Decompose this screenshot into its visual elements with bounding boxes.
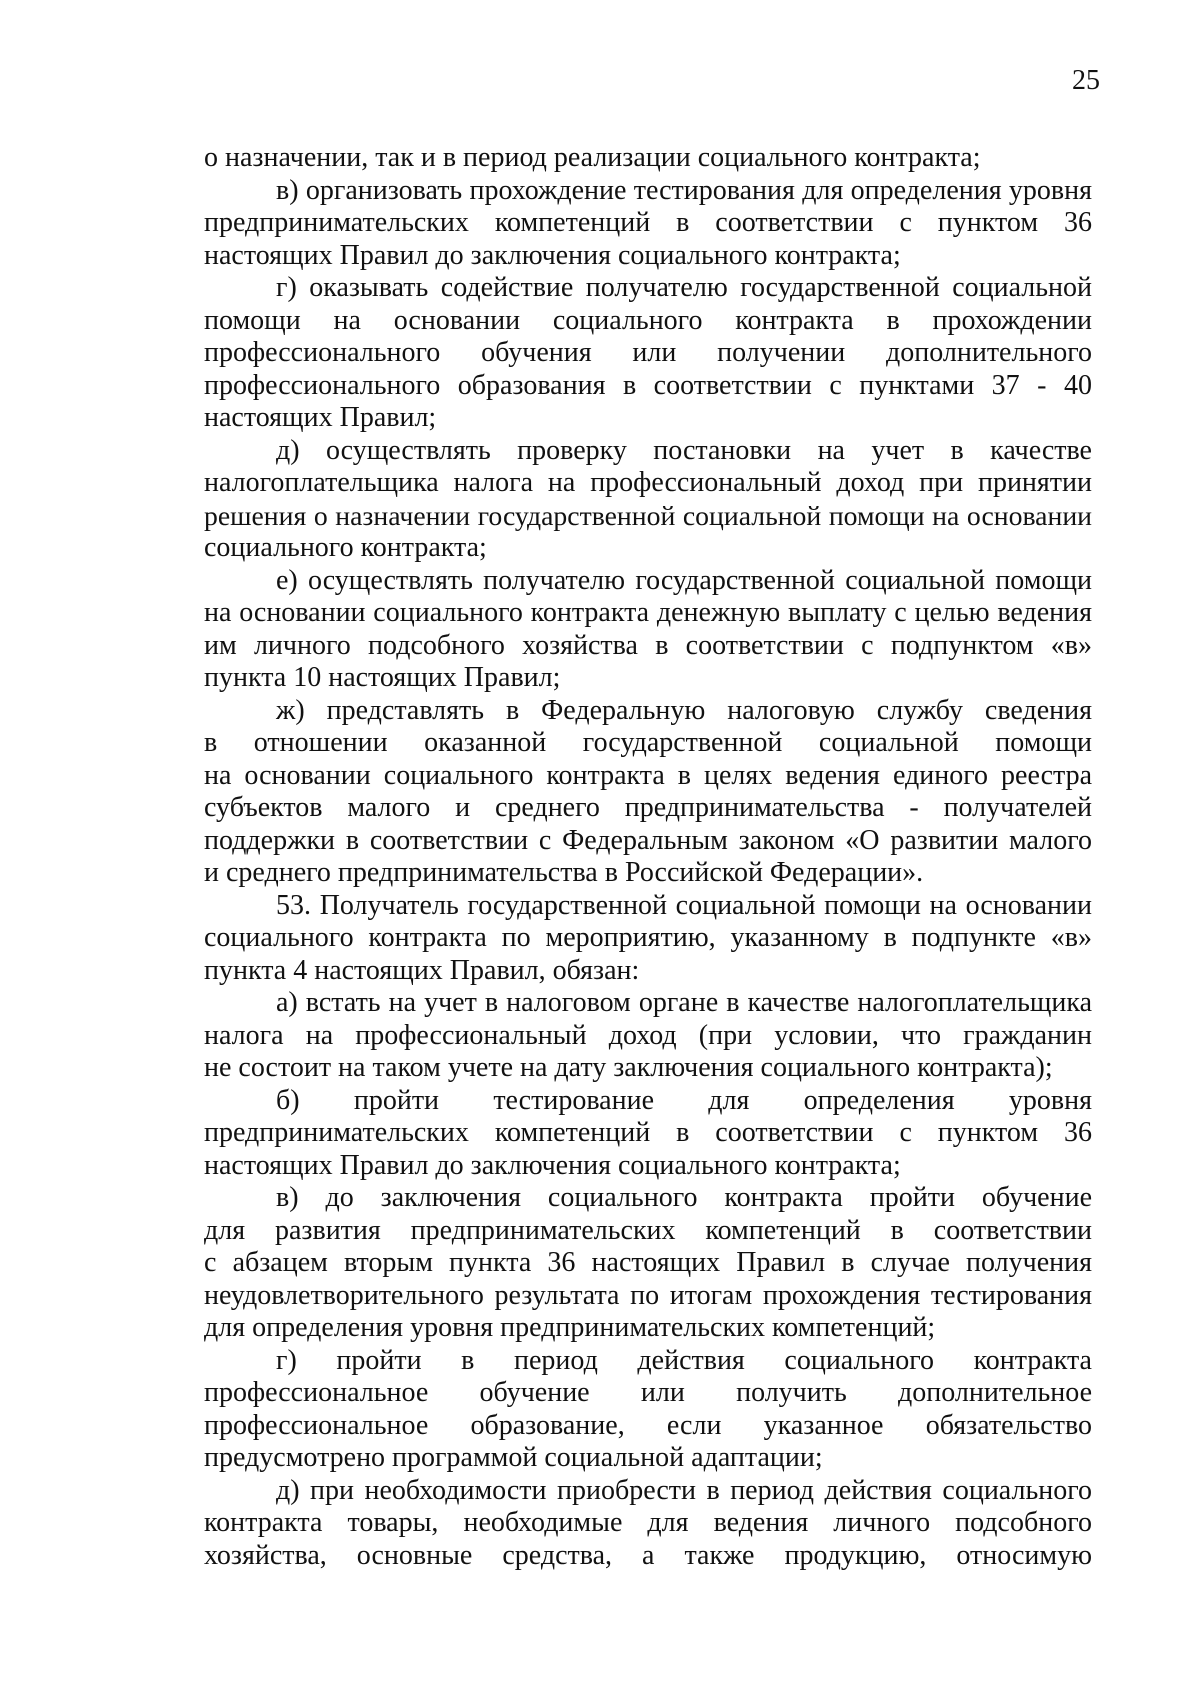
text-line: профессионального образования в соответствии с пунктами 37 - 40 xyxy=(204,369,1092,401)
text-line: настоящих Правил до заключения социального контракта; xyxy=(204,1149,901,1181)
text-line: неудовлетворительного результата по итогам прохождения тестирования xyxy=(204,1279,1092,1311)
text-line: на основании социального контракта денежную выплату с целью ведения xyxy=(204,597,1092,628)
text-line: на основании социального контракта в целях ведения единого реестра xyxy=(204,759,1092,791)
text-line: пункта 4 настоящих Правил, обязан: xyxy=(204,954,640,986)
text-line: профессиональное обучение или получить дополнительное xyxy=(204,1377,1092,1408)
text-line: е) осуществлять получателю государственной социальной помощи xyxy=(276,564,1092,596)
text-line: предпринимательских компетенций в соответствии с пунктом 36 xyxy=(204,1117,1092,1148)
text-line: им личного подсобного хозяйства в соответствии с подпунктом «в» xyxy=(204,629,1092,661)
text-line: предусмотрено программой социальной адаптации; xyxy=(204,1442,823,1473)
text-line: настоящих Правил; xyxy=(204,402,437,433)
text-line: предпринимательских компетенций в соответствии с пунктом 36 xyxy=(204,207,1092,238)
text-line: субъектов малого и среднего предпринимательства - получателей xyxy=(204,792,1092,823)
text-line: в) до заключения социального контракта пройти обучение xyxy=(276,1182,1092,1213)
text-line: помощи на основании социального контракта в прохождении xyxy=(204,304,1092,336)
text-line: хозяйства, основные средства, а также продукцию, относимую xyxy=(204,1539,1092,1571)
text-line: социального контракта по мероприятию, указанному в подпункте «в» xyxy=(204,922,1092,953)
text-line: пункта 10 настоящих Правил; xyxy=(204,662,561,693)
text-line: 53. Получатель государственной социальной помощи на основании xyxy=(276,889,1092,921)
text-line: контракта товары, необходимые для ведения личного подсобного xyxy=(204,1507,1092,1538)
text-line: ж) представлять в Федеральную налоговую службу сведения xyxy=(276,694,1092,726)
text-line: и среднего предпринимательства в Российской Федерации». xyxy=(204,857,924,888)
text-line: г) оказывать содействие получателю государственной социальной xyxy=(276,272,1092,303)
text-line: налога на профессиональный доход (при условии, что гражданин xyxy=(204,1019,1092,1051)
text-line: настоящих Правил до заключения социального контракта; xyxy=(204,239,901,271)
text-line: профессиональное образование, если указанное обязательство xyxy=(204,1409,1092,1441)
text-line: б) пройти тестирование для определения уровня xyxy=(276,1084,1092,1116)
text-line: для развития предпринимательских компетенций в соответствии xyxy=(204,1214,1092,1246)
text-line: поддержки в соответствии с Федеральным законом «О развитии малого xyxy=(204,824,1092,856)
text-line: о назначении, так и в период реализации социального контракта; xyxy=(204,142,981,173)
text-line: решения о назначении государственной социальной помощи на основании xyxy=(204,499,1092,531)
text-line: не состоит на таком учете на дату заключения социального контракта); xyxy=(204,1052,1053,1083)
text-line: профессионального обучения или получении дополнительного xyxy=(204,337,1092,368)
text-line: социального контракта; xyxy=(204,532,487,563)
text-line: в отношении оказанной государственной социальной помощи xyxy=(204,727,1092,758)
text-line: г) пройти в период действия социального контракта xyxy=(276,1344,1092,1376)
text-line: для определения уровня предпринимательских компетенций; xyxy=(204,1312,936,1343)
text-line: а) встать на учет в налоговом органе в качестве налогоплательщика xyxy=(276,987,1092,1018)
text-line: налогоплательщика налога на профессиональный доход при принятии xyxy=(204,467,1092,498)
text-line: д) при необходимости приобрести в период действия социального xyxy=(276,1474,1092,1506)
document-body xyxy=(204,142,1092,1572)
text-line: д) осуществлять проверку постановки на учет в качестве xyxy=(276,434,1092,466)
text-line: с абзацем вторым пункта 36 настоящих Правил в случае получения xyxy=(204,1247,1092,1278)
text-line: в) организовать прохождение тестирования для определения уровня xyxy=(276,174,1092,206)
page-number: 25 xyxy=(1072,65,1100,96)
